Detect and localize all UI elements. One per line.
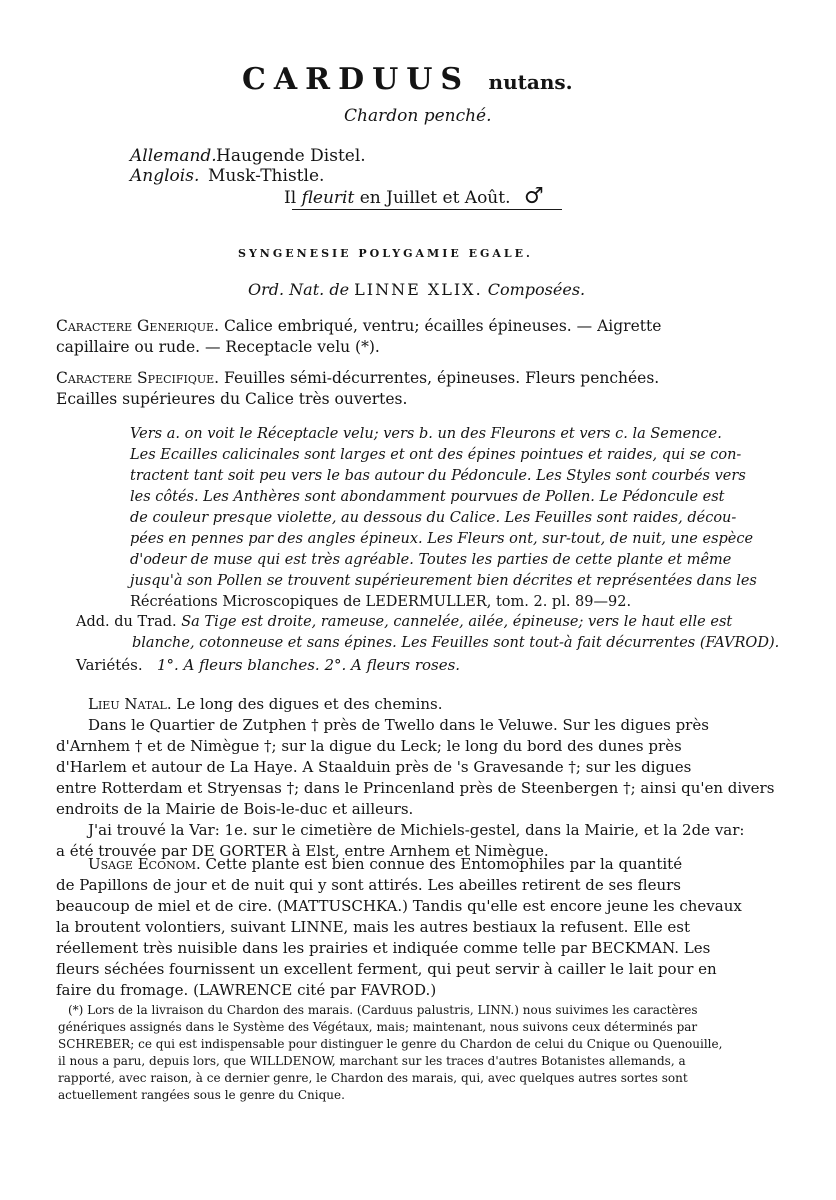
order-family: Composées. [487, 280, 586, 299]
footnote [58, 1002, 788, 1104]
text-line: faire du fromage. (LAWRENCE cité par FAVROD.) [56, 981, 437, 999]
text-line: 1°. A fleurs blanches. 2°. A fleurs roses. [156, 656, 461, 674]
translator-addition [76, 612, 780, 654]
text-line: d'Arnhem † et de Nimègue †; sur la digue du Leck; le long du bord des dunes près [56, 737, 682, 755]
text-line: génériques assignés dans le Système des Végétaux, mais; maintenant, nous suivons ceux déterminés par [58, 1020, 698, 1034]
section-label: Lieu Natal. [88, 695, 172, 713]
linnaean-system: SYNGENESIE POLYGAMIE EGALE. [238, 247, 533, 260]
order-author: LINNE XLIX. [354, 280, 483, 299]
section-label: Variétés. [76, 656, 143, 674]
page-title [242, 62, 573, 97]
flowering-period [284, 183, 544, 209]
text-line: Cette plante est bien connue des Entomophiles par la quantité [205, 855, 683, 873]
text-line: beaucoup de miel et de cire. (MATTUSCHKA.) Tandis qu'elle est encore jeune les chevaux [56, 897, 742, 915]
section-label: Caractere Generique. [56, 317, 219, 335]
text-line: (*) Lors de la livraison du Chardon des marais. (Carduus palustris, LINN.) nous suivimes les caractères [68, 1003, 698, 1017]
text-line: entre Rotterdam et Stryensas †; dans le Princenland près de Steenbergen †; ainsi qu'en divers [56, 779, 775, 797]
title-genus: CARDUUS [242, 62, 471, 97]
text-line: endroits de la Mairie de Bois-le-duc et ailleurs. [56, 800, 414, 818]
text-line: réellement très nuisible dans les prairies et indiquée comme telle par BECKMAN. Les [56, 939, 711, 957]
text-line: J'ai trouvé la Var: 1e. sur le cimetière de Michiels-gestel, dans la Mairie, et la 2de var: [88, 821, 745, 839]
text-line: fleurs séchées fournissent un excellent ferment, qui peut servir à cailler le lait pour en [56, 960, 717, 978]
mars-symbol-icon: ♂ [523, 183, 544, 209]
text-line: actuellement rangées sous le genre du Cnique. [58, 1088, 345, 1102]
french-name: Chardon penché. [344, 106, 492, 126]
text-line: Feuilles sémi-décurrentes, épineuses. Fleurs penchées. [224, 369, 660, 387]
flowering-months: en Juillet et Août. [359, 188, 511, 208]
text-line: d'Harlem et autour de La Haye. A Staalduin près de 's Gravesande †; sur les digues [56, 758, 692, 776]
title-species: nutans. [488, 70, 573, 94]
text-line: Les Ecailles calicinales sont larges et ont des épines pointues et raides, qui se con- [130, 447, 742, 463]
varieties [76, 655, 780, 676]
section-label: Usage Econom. [88, 855, 201, 873]
text-line: rapporté, avec raison, à ce dernier genre, le Chardon des marais, qui, avec quelques autres sortes sont [58, 1071, 688, 1085]
economic-usage [56, 854, 780, 1001]
text-line: a été trouvée par DE GORTER à Elst, entre Arnhem et Nimègue. [56, 842, 549, 860]
text-line: Sa Tige est droite, rameuse, cannelée, ailée, épineuse; vers le haut elle est [181, 614, 733, 630]
title-rule [292, 209, 562, 210]
text-line: la broutent volontiers, suivant LINNE, mais les autres bestiaux la refusent. Elle est [56, 918, 690, 936]
text-line: de couleur presque violette, au dessous du Calice. Les Feuilles sont raides, décou- [130, 510, 737, 526]
text-line: Dans le Quartier de Zutphen † près de Twello dans le Veluwe. Sur les digues près [88, 716, 709, 734]
text-line: Ecailles supérieures du Calice très ouvertes. [56, 390, 408, 408]
text-line: tractent tant soit peu vers le bas autour du Pédoncule. Les Styles sont courbés vers [130, 468, 746, 484]
natural-order [248, 280, 585, 299]
specific-character [56, 368, 780, 410]
vernacular-german [130, 146, 366, 166]
section-label: Caractere Specifique. [56, 369, 220, 387]
flowering-text: Il [284, 188, 297, 208]
habitat [56, 694, 780, 862]
text-line: les côtés. Les Anthères sont abondamment pourvues de Pollen. Le Pédoncule est [130, 489, 725, 505]
text-line: capillaire ou rude. — Receptacle velu (*). [56, 338, 380, 356]
text-line: Vers a. on voit le Réceptacle velu; vers b. un des Fleurons et vers c. la Semence. [130, 426, 722, 442]
text-line: Le long des digues et des chemins. [176, 695, 443, 713]
text-line: il nous a paru, depuis lors, que WILLDENOW, marchant sur les traces d'autres Botanistes allemands, a [58, 1054, 686, 1068]
text-line: blanche, cotonneuse et sans épines. Les Feuilles sont tout-à fait décurrentes (FAVROD). [132, 635, 780, 651]
text-line: SCHREBER; ce qui est indispensable pour distinguer le genre du Chardon de celui du Cnique ou Quenouille, [58, 1037, 723, 1051]
plate-description [130, 424, 780, 613]
text-line: jusqu'à son Pollen se trouvent supérieurement bien décrites et représentées dans les [130, 573, 757, 589]
text-line: de Papillons de jour et de nuit qui y sont attirés. Les abeilles retirent de ses fleurs [56, 876, 681, 894]
text-line: Calice embriqué, ventru; écailles épineuses. — Aigrette [223, 317, 662, 335]
vernacular-lang: Anglois. [130, 166, 200, 186]
section-label: Add. du Trad. [76, 614, 177, 630]
order-prefix: Ord. Nat. de [248, 280, 350, 299]
text-line: pées en pennes par des angles épineux. Les Fleurs ont, sur-tout, de nuit, une espèce [130, 531, 754, 547]
vernacular-name: Haugende Distel. [216, 146, 366, 166]
vernacular-name: Musk-Thistle. [208, 166, 325, 186]
vernacular-lang: Allemand. [130, 146, 217, 166]
text-line: Récréations Microscopiques de LEDERMULLER, tom. 2. pl. 89—92. [130, 594, 632, 610]
text-line: d'odeur de muse qui est très agréable. Toutes les parties de cette plante et même [130, 552, 732, 568]
generic-character [56, 316, 780, 358]
flowering-verb: fleurit [301, 188, 355, 208]
